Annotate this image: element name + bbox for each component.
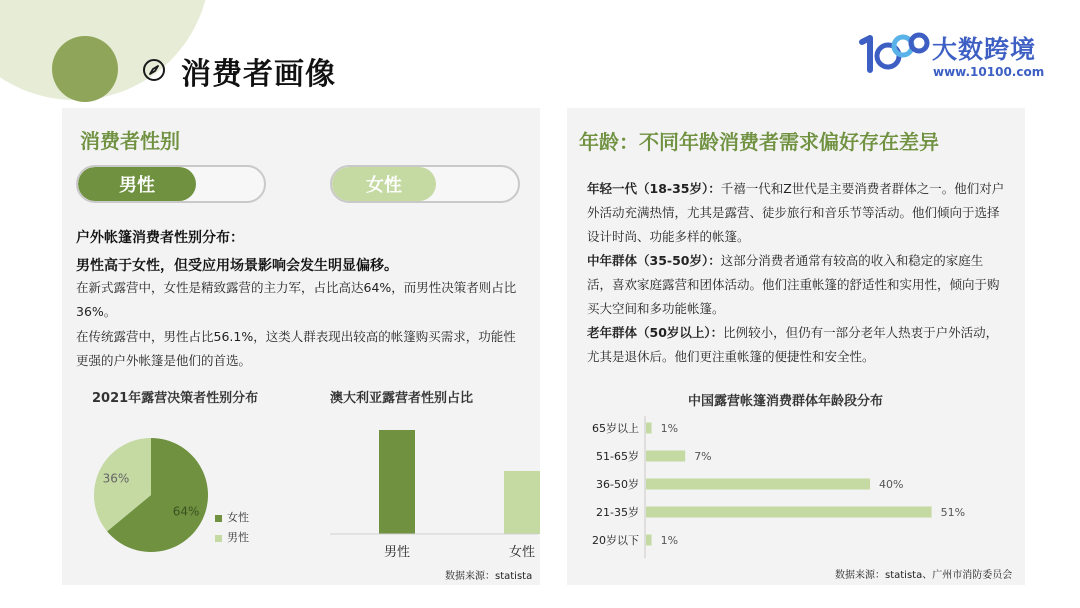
pie-chart <box>86 430 216 560</box>
bar-tick-1: 女性 <box>508 545 536 560</box>
age-label-middle: 中年群体（35-50岁）： <box>587 253 721 268</box>
legend-label-female: 女性 <box>227 511 249 524</box>
pie-label-1: 36% <box>102 471 130 486</box>
age-text-senior: 比例较小，但仍有一部分老年人热衷于户外活动，尤其是退休后。他们更注重帐篷的便捷性和安全性。 <box>587 325 999 364</box>
age-bar-chart <box>571 414 1011 564</box>
pie-chart-title: 2021年露营决策者性别分布 <box>92 391 259 406</box>
female-toggle[interactable] <box>330 165 520 203</box>
hbar-0 <box>646 423 652 434</box>
legend-item-male <box>215 529 249 545</box>
gender-panel <box>62 108 540 585</box>
hbar-tick-3: 21-35岁 <box>596 506 639 519</box>
male-toggle-label: 男性 <box>78 167 196 201</box>
bar-1 <box>504 471 540 534</box>
hbar-1 <box>646 451 685 462</box>
hbar-4 <box>646 535 652 546</box>
age-label-senior: 老年群体（50岁以上）： <box>587 325 724 340</box>
page-title: 消费者画像 <box>181 57 336 92</box>
age-text-middle: 这部分消费者通常有较高的收入和稳定的家庭生活，喜欢家庭露营和团体活动。他们注重帐篷的舒适性和实用性，倾向于购买大空间和多功能帐篷。 <box>587 253 1000 316</box>
female-toggle-label: 女性 <box>332 167 436 201</box>
age-chart-title: 中国露营帐篷消费群体年龄段分布 <box>688 394 884 409</box>
hbar-tick-2: 36-50岁 <box>596 478 639 491</box>
age-paragraph-senior <box>587 321 1005 369</box>
compass-icon <box>142 58 166 82</box>
age-text-young: 千禧一代和Z世代是主要消费者群体之一。他们对户外活动充满热情，尤其是露营、徒步旅行和音乐节等活动。他们倾向于选择设计时尚、功能多样的帐篷。 <box>587 181 1005 244</box>
legend-label-male: 男性 <box>227 531 249 544</box>
age-paragraph-young <box>587 177 1005 249</box>
logo-url: www.10100.com <box>933 65 1045 79</box>
bar-tick-0: 男性 <box>383 545 411 560</box>
bar-0 <box>379 430 415 534</box>
age-panel <box>567 108 1025 585</box>
age-paragraph-middle <box>587 249 1005 321</box>
gender-summary: 男性高于女性，但受应用场景影响会发生明显偏移。 <box>76 258 398 274</box>
hbar-tick-1: 51-65岁 <box>596 450 639 463</box>
brand-logo[interactable] <box>858 30 1058 82</box>
pie-label-0: 64% <box>172 504 200 519</box>
legend-swatch-female <box>215 515 222 522</box>
bar-chart-title: 澳大利亚露营者性别占比 <box>330 391 474 406</box>
decorative-circle-small <box>52 36 118 102</box>
hbar-3 <box>646 507 932 518</box>
hbar-2 <box>646 479 870 490</box>
gender-panel-title: 消费者性别 <box>80 129 180 153</box>
age-source: 数据来源：statista、广州市消防委员会 <box>835 570 1013 581</box>
logo-mark-icon <box>858 30 930 78</box>
gender-paragraph-traditional: 在传统露营中，男性占比56.1%，这类人群表现出较高的帐篷购买需求，功能性更强的户外帐篷是他们的首选。 <box>76 329 516 368</box>
legend-swatch-male <box>215 535 222 542</box>
hbar-tick-0: 65岁以上 <box>592 422 639 435</box>
hbar-value-0: 1% <box>660 422 679 435</box>
hbar-value-2: 40% <box>879 478 904 491</box>
hbar-value-4: 1% <box>660 534 679 547</box>
hbar-value-3: 51% <box>940 506 966 519</box>
hbar-value-1: 7% <box>694 450 712 463</box>
legend-item-female <box>215 509 249 525</box>
male-toggle[interactable] <box>76 165 266 203</box>
age-panel-title: 年龄：不同年龄消费者需求偏好存在差异 <box>579 130 939 154</box>
hbar-tick-4: 20岁以下 <box>592 534 639 547</box>
gender-heading: 户外帐篷消费者性别分布： <box>76 230 244 246</box>
pie-legend <box>215 509 249 545</box>
logo-name: 大数跨境 <box>932 35 1037 64</box>
gender-source: 数据来源：statista <box>445 571 533 582</box>
gender-paragraph-glamping: 在新式露营中，女性是精致露营的主力军，占比高达64%，而男性决策者则占比36%。 <box>76 280 517 319</box>
bar-chart <box>270 408 540 568</box>
age-label-young: 年轻一代（18-35岁）： <box>587 181 721 196</box>
